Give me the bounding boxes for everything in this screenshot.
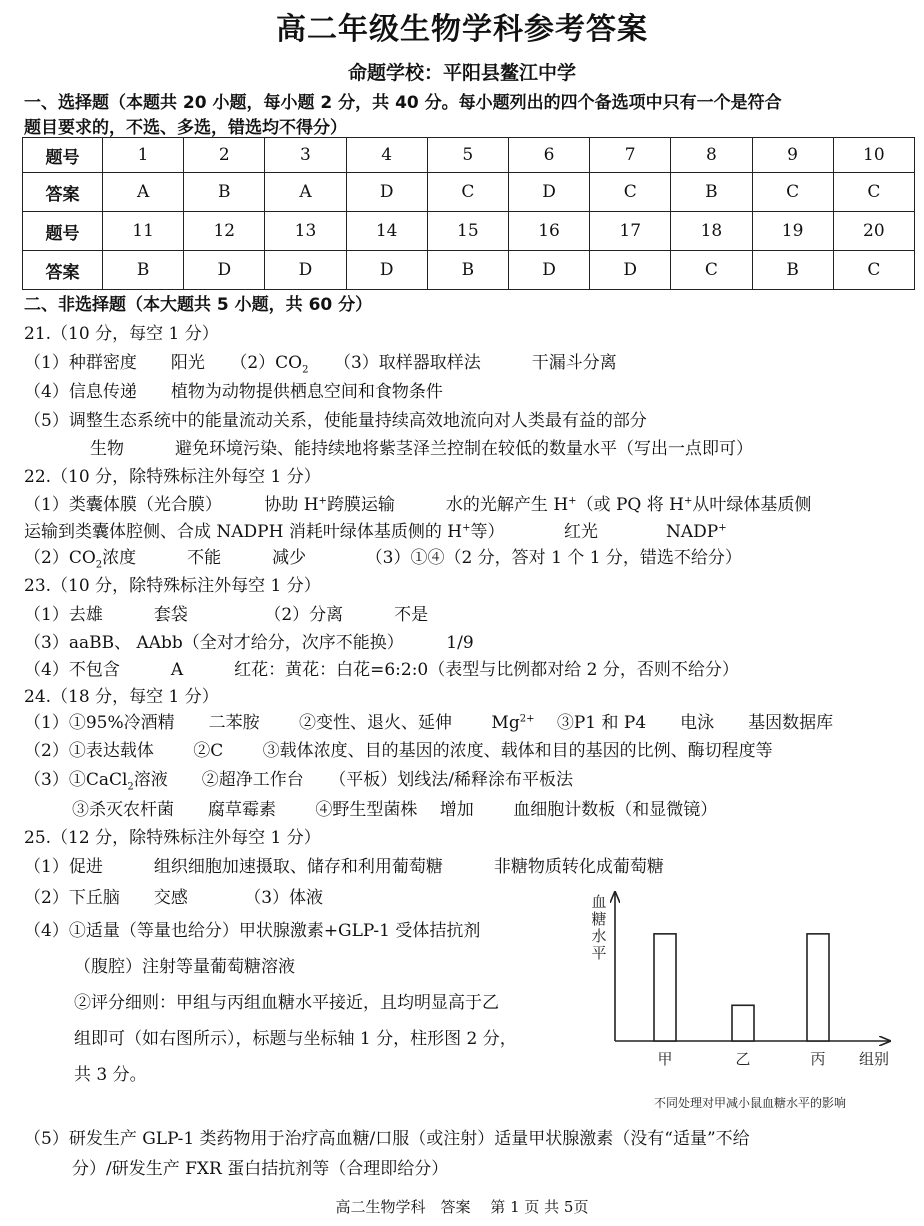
table-cell: D (508, 173, 589, 212)
answer-label: 答案 (23, 173, 103, 212)
table-row (23, 251, 915, 290)
table-cell: 2 (184, 138, 265, 173)
q25-line2: （2）下丘脑 交感 （3）体液 (24, 888, 324, 908)
y-axis-label-char: 水 (591, 927, 607, 945)
q21-head: 21.（10 分，每空 1 分） (24, 324, 219, 344)
table-cell: A (103, 173, 184, 212)
x-axis-label: 组别 (859, 1050, 890, 1068)
table-cell: 8 (671, 138, 752, 173)
table-cell: 12 (184, 212, 265, 251)
q25-line8: （5）研发生产 GLP-1 类药物用于治疗高血糖/口服（或注射）适量甲状腺激素（没有“适量”不给 (24, 1129, 750, 1149)
table-cell: 1 (103, 138, 184, 173)
y-axis-label-char: 血 (591, 893, 607, 911)
q25-line3: （4）①适量（等量也给分）甲状腺激素+GLP-1 受体拮抗剂 (24, 921, 481, 941)
q23-line2: （3）aaBB、 AAbb（全对才给分，次序不能换） 1/9 (24, 633, 474, 653)
x-tick-label: 甲 (657, 1050, 673, 1068)
page-footer: 高二生物学科 答案 第 1 页 共 5页 (335, 1198, 589, 1216)
table-row (23, 173, 915, 212)
q23-line3: （4）不包含 A 红花：黄花：白花=6:2:0（表型与比例都对给 2 分，否则不给分） (24, 660, 739, 680)
table-cell: 4 (346, 138, 427, 173)
table-cell: C (427, 173, 508, 212)
table-cell: B (184, 173, 265, 212)
table-cell: 17 (590, 212, 671, 251)
q24-line4: ③杀灭农杆菌 腐草霉素 ④野生型菌株 增加 血细胞计数板（和显微镜） (72, 800, 718, 820)
q24-line3: （3）①CaCl$_2$溶液 ②超净工作台 （平板）划线法/稀释涂布平板法 (24, 770, 574, 793)
table-cell: D (346, 251, 427, 290)
table-cell: 11 (103, 212, 184, 251)
table-cell: C (833, 173, 914, 212)
answer-table (22, 137, 915, 290)
table-cell: 13 (265, 212, 346, 251)
question-number-label: 题号 (23, 138, 103, 173)
q25-line9: 分）/研发生产 FXR 蛋白拮抗剂等（合理即给分） (72, 1159, 449, 1179)
bar-0 (654, 934, 676, 1041)
table-cell: D (590, 251, 671, 290)
table-cell: C (833, 251, 914, 290)
table-cell: B (671, 173, 752, 212)
section1-heading-line2: 题目要求的，不选、多选，错选均不得分） (24, 118, 347, 138)
q24-line2: （2）①表达载体 ②C ③载体浓度、目的基因的浓度、载体和目的基因的比例、酶切程度等 (24, 741, 773, 761)
table-cell: 9 (752, 138, 833, 173)
q25-line7: 共 3 分。 (74, 1065, 147, 1085)
question-number-label: 题号 (23, 212, 103, 251)
section1-heading-line1: 一、选择题（本题共 20 小题，每小题 2 分，共 40 分。每小题列出的四个备选项中只有一个是符合 (24, 93, 782, 113)
section2-heading: 二、非选择题（本大题共 5 小题，共 60 分） (24, 295, 373, 315)
table-cell: B (103, 251, 184, 290)
q25-line5: ②评分细则：甲组与丙组血糖水平接近，且均明显高于乙 (74, 993, 499, 1013)
table-cell: 10 (833, 138, 914, 173)
y-axis-label (591, 893, 606, 962)
q21-line2: （4）信息传递 植物为动物提供栖息空间和食物条件 (24, 382, 443, 402)
q22-head: 22.（10 分，除特殊标注外每空 1 分） (24, 467, 321, 487)
blood-glucose-chart (585, 885, 915, 1115)
table-cell: D (346, 173, 427, 212)
table-cell: 19 (752, 212, 833, 251)
q25-head: 25.（12 分，除特殊标注外每空 1 分） (24, 828, 321, 848)
page-title: 高二年级生物学科参考答案 (276, 12, 648, 47)
q25-line6: 组即可（如右图所示），标题与坐标轴 1 分，柱形图 2 分， (74, 1029, 517, 1049)
table-cell: D (265, 251, 346, 290)
page-subtitle: 命题学校：平阳县鳌江中学 (347, 62, 576, 84)
table-cell: D (184, 251, 265, 290)
table-cell: C (590, 173, 671, 212)
q25-line1: （1）促进 组织细胞加速摄取、储存和利用葡萄糖 非糖物质转化成葡萄糖 (24, 857, 664, 877)
table-cell: B (427, 251, 508, 290)
table-cell: B (752, 251, 833, 290)
q25-line4: （腹腔）注射等量葡萄糖溶液 (74, 957, 295, 977)
table-cell: 14 (346, 212, 427, 251)
table-cell: 18 (671, 212, 752, 251)
table-cell: 5 (427, 138, 508, 173)
bar-1 (732, 1005, 754, 1041)
answer-label: 答案 (23, 251, 103, 290)
table-row (23, 212, 915, 251)
table-cell: 6 (508, 138, 589, 173)
table-cell: 16 (508, 212, 589, 251)
q21-line4: 生物 避免环境污染、能持续地将紫茎泽兰控制在较低的数量水平（写出一点即可） (90, 439, 753, 459)
table-cell: 3 (265, 138, 346, 173)
q23-line1: （1）去雄 套袋 （2）分离 不是 (24, 605, 429, 625)
table-row (23, 138, 915, 173)
table-cell: 20 (833, 212, 914, 251)
table-cell: D (508, 251, 589, 290)
q23-head: 23.（10 分，除特殊标注外每空 1 分） (24, 576, 321, 596)
q24-line1: （1）①95%冷酒精 二苯胺 ②变性、退火、延伸 $Mg^{2+}$ ③P1 和 P4 电泳 基因数据库 (24, 713, 834, 733)
q22-line1: （1）类囊体膜（光合膜） 协助 H+跨膜运输 水的光解产生 H+（或 PQ 将 H+从叶绿体基质侧 (24, 495, 812, 515)
y-axis-label-char: 糖 (591, 910, 607, 928)
q21-line1: （1）种群密度 阳光 $(2)CO_2$ （3）取样器取样法 干漏斗分离 (24, 353, 617, 376)
q24-head: 24.（18 分，每空 1 分） (24, 687, 219, 707)
bar-2 (807, 934, 829, 1041)
q22-line2: 运输到类囊体腔侧、合成 NADPH 消耗叶绿体基质侧的 H+等） 红光 NADP+ (24, 522, 727, 542)
table-cell: 15 (427, 212, 508, 251)
table-cell: C (752, 173, 833, 212)
x-tick-label: 丙 (810, 1050, 826, 1068)
table-cell: 7 (590, 138, 671, 173)
q22-line3: $(2)CO_2$浓度 不能 减少 （3）①④（2 分，答对 1 个 1 分，错选不给分） (24, 548, 742, 571)
y-axis-label-char: 平 (591, 944, 607, 962)
q21-line3: （5）调整生态系统中的能量流动关系，使能量持续高效地流向对人类最有益的部分 (24, 411, 647, 431)
table-cell: C (671, 251, 752, 290)
x-tick-label: 乙 (735, 1050, 751, 1068)
chart-title: 不同处理对甲减小鼠血糖水平的影响 (653, 1096, 847, 1110)
table-cell: A (265, 173, 346, 212)
